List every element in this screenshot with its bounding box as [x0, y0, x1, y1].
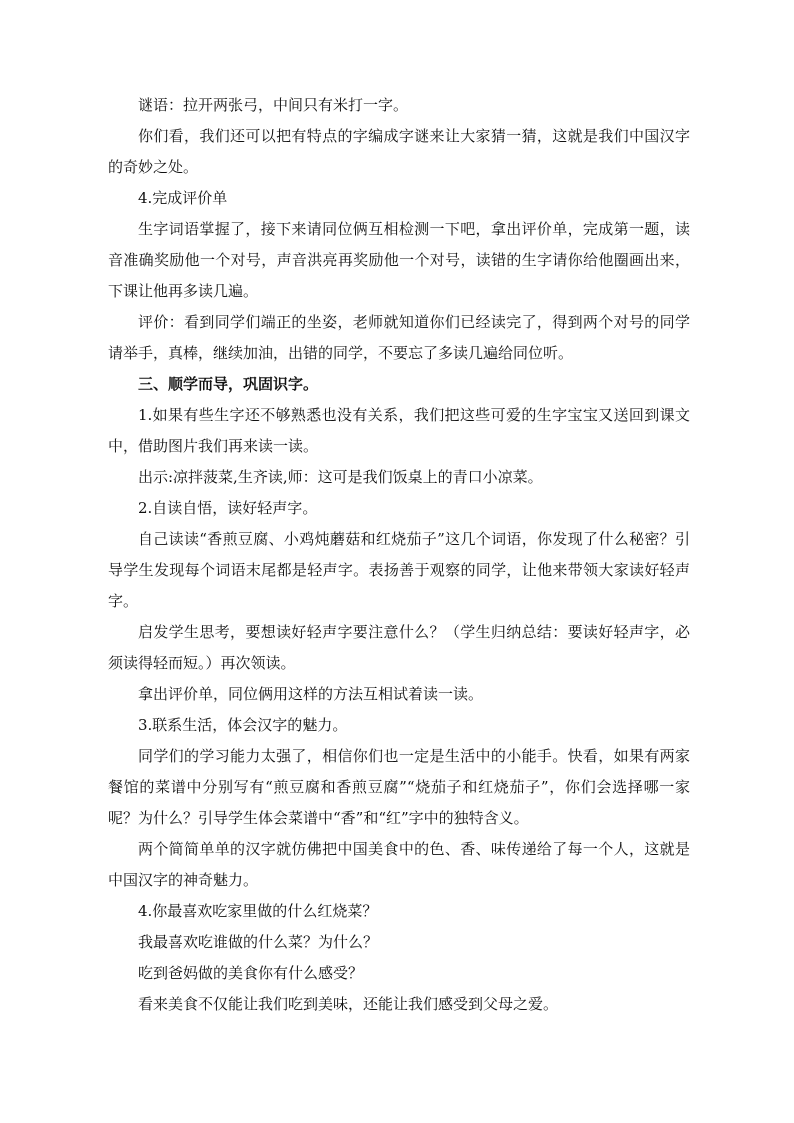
step-heading-life: 3.联系生活，体会汉字的魅力。: [138, 716, 348, 734]
paragraph-think: 启发学生思考，要想读好轻声字要注意什么？（学生归纳总结：要读好轻声字，必须读得轻而短。）再次领读。: [108, 623, 690, 672]
paragraph-conclusion: 看来美食不仅能让我们吃到美味，还能让我们感受到父母之爱。: [138, 995, 559, 1013]
paragraph-step-1: 1.如果有些生字还不够熟悉也没有关系，我们把这些可爱的生字宝宝又送回到课文中，借助图片我们再来读一读。: [108, 406, 690, 455]
paragraph-menu: 同学们的学习能力太强了，相信你们也一定是生活中的小能手。快看，如果有两家餐馆的菜谱中分别写有“煎豆腐和香煎豆腐”“烧茄子和红烧茄子”，你们会选择哪一家呢？为什么？引导学生体会菜谱中“香”和“红”字中的独特含义。: [108, 747, 690, 827]
question-1: 4.你最喜欢吃家里做的什么红烧菜？: [138, 902, 378, 920]
paragraph-riddle: 谜语：拉开两张弓，中间只有米打一字。: [138, 96, 409, 114]
paragraph-riddle-explanation: 你们看，我们还可以把有特点的字编成字谜来让大家猜一猜，这就是我们中国汉字的奇妙之处。: [108, 127, 690, 176]
step-heading-evaluation-sheet: 4.完成评价单: [138, 189, 228, 207]
paragraph-charm: 两个简简单单的汉字就仿佛把中国美食中的色、香、味传递给了每一个人，这就是中国汉字的神奇魅力。: [108, 840, 690, 889]
question-3: 吃到爸妈做的美食你有什么感受？: [138, 964, 364, 982]
paragraph-read-words: 自己读读“香煎豆腐、小鸡炖蘑菇和红烧茄子”这几个词语，你发现了什么秘密？引导学生发现每个词语末尾都是轻声字。表扬善于观察的同学，让他来带领大家读好轻声字。: [108, 530, 690, 610]
paragraph-peer-check: 生字词语掌握了，接下来请同位俩互相检测一下吧，拿出评价单，完成第一题，读音准确奖励他一个对号，声音洪亮再奖励他一个对号，读错的生字请你给他圈画出来，下课让他再多读几遍。: [108, 220, 690, 300]
question-2: 我最喜欢吃谁做的什么菜？为什么？: [138, 933, 379, 951]
paragraph-show-dish: 出示:凉拌菠菜,生齐读,师：这可是我们饭桌上的青口小凉菜。: [138, 468, 543, 486]
step-heading-neutral-tone: 2.自读自悟，读好轻声字。: [138, 499, 318, 517]
section-heading-consolidate: 三、顺学而导，巩固识字。: [138, 375, 319, 393]
document-page: [108, 90, 690, 1020]
paragraph-evaluation: 评价：看到同学们端正的坐姿，老师就知道你们已经读完了，得到两个对号的同学请举手，真棒，继续加油，出错的同学，不要忘了多读几遍给同位听。: [108, 313, 690, 362]
paragraph-practice: 拿出评价单，同位俩用这样的方法互相试着读一读。: [138, 685, 484, 703]
